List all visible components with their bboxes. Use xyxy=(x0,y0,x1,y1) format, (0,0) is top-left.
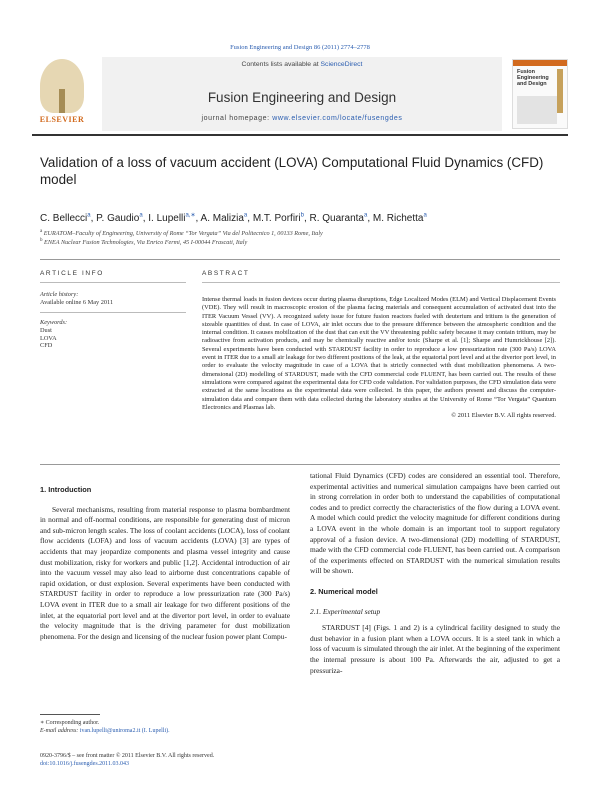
keywords: Keywords: Dust LOVA CFD xyxy=(40,319,68,350)
divider xyxy=(40,464,560,465)
affiliation: $^a$ EURATOM–Faculty of Engineering, University of Rome “Tor Vergata” Via del Politecnico 1, 00133 Rome, Italy xyxy=(40,229,323,238)
author: P. Gaudio$^a$, xyxy=(96,213,149,225)
author: R. Quaranta$^a$, xyxy=(309,213,373,225)
author: M.T. Porfiri$^b$, xyxy=(252,213,310,225)
keyword: Dust xyxy=(40,326,52,334)
elsevier-logo xyxy=(32,59,92,127)
paragraph: STARDUST [4] (Figs. 1 and 2) is a cylindrical facility designed to study the dust behavior in a fusion plant when a LOVA occurs. It is a steel tank in which a loss of vacuum is simulated through the air inlet. At the beginning of the experiment the internal pressure is about 100 Pa. Afterwards the air, adjusted to get a pressuriza- xyxy=(310,623,560,675)
journal-header xyxy=(32,57,568,134)
journal-title: Fusion Engineering and Design xyxy=(207,90,397,105)
publication-info: 0920-3796/$ – see front matter © 2011 Elsevier B.V. All rights reserved. doi:10.1016/j.fusengdes.2011.03.043 xyxy=(40,753,215,767)
sciencedirect-link[interactable]: ScienceDirect xyxy=(320,61,363,68)
paragraph: Several mechanisms, resulting from material response to plasma bombardment in normal and off-normal conditions, are responsible for generating dust of micron and sub-micron length scales. The loss of coolant accidents (LOCA), loss of coolant flow accidents (LOFA) and loss of vacuum accidents (LOVA) [3] are types of accidents that may jeopardize components and plasma vessel integrity and cause dust mobilization, risky for workers and public [1,2]. Accidental introduction of air into the vacuum vessel may also lead to airborne dust concentrations capable of rapid oxidation, or dust explosion. Several experiments have been conducted with STARDUST facility in order to reproduce a low pressurization rate (300 Pa/s) LOVA event in ITER due to a small air leakage for two different positions of the inlet, at the equatorial port level and at the divertor port level, in order to evaluate the velocity magnitude that is the driving parameter for dust mobilization phenomena. For the design and licensing of the nuclear fusion power plant Compu- xyxy=(40,504,290,641)
footnote: ∗ Corresponding author. E-mail address: ivan.lupelli@uniroma2.it (I. Lupelli). xyxy=(40,720,170,734)
section-heading-numerical-model: 2. Numerical model xyxy=(310,586,378,596)
author: I. Lupelli$^{a,∗}$, xyxy=(148,213,201,225)
elsevier-tree-icon xyxy=(40,59,84,113)
paragraph: tational Fluid Dynamics (CFD) codes are considered an essential tool. Therefore, experimental activities and numerical simulation campaigns have been carried out in strong correlation in order both to understand the capabilities of computational codes and to predict correctly the characteristics of the flow during a LOVA event. A model which could predict the velocity magnitude for different conditions during a LOVA event in the whole domain is an important tool to support regulatory approval of a fusion device. A two-dimensional (2D) modelling of STARDUST, made with the CFD commercial code FLUENT, has been carried out. A comparison of the experiments effected on STARDUST with the numerical simulation results will be shown. xyxy=(310,471,560,576)
body-column-left xyxy=(40,485,290,642)
homepage-link[interactable]: www.elsevier.com/locate/fusengdes xyxy=(272,115,403,122)
publisher-name: ELSEVIER xyxy=(39,115,85,124)
journal-cover-thumbnail xyxy=(512,59,568,129)
author: M. Richetta$^a$ xyxy=(372,213,427,225)
journal-citation[interactable]: Fusion Engineering and Design 86 (2011) 2774–2778 xyxy=(230,44,370,51)
body-column-right xyxy=(310,471,560,676)
divider xyxy=(40,259,560,260)
doi-link[interactable]: doi:10.1016/j.fusengdes.2011.03.043 xyxy=(40,760,129,767)
keyword: LOVA xyxy=(40,334,57,342)
article-title: Validation of a loss of vacuum accident (LOVA) Computational Fluid Dynamics (CFD) model xyxy=(40,155,544,187)
subsection-heading-setup: 2.1. Experimental setup xyxy=(310,606,381,616)
affiliation: $^b$ ENEA Nuclear Fusion Technologies, Via Enrico Fermi, 45 I-00044 Frascati, Italy xyxy=(40,238,248,247)
article-info-heading: ARTICLE INFO xyxy=(40,270,104,277)
contents-line: Contents lists available at ScienceDirect xyxy=(241,61,363,68)
author-list xyxy=(40,212,560,224)
section-heading-introduction: 1. Introduction xyxy=(40,485,92,494)
journal-homepage: journal homepage: www.elsevier.com/locate/fusengdes xyxy=(201,115,403,122)
copyright: © 2011 Elsevier B.V. All rights reserved. xyxy=(451,412,556,420)
author: C. Bellecci$^a$, xyxy=(40,213,97,225)
author: A. Malizia$^a$, xyxy=(200,213,253,225)
abstract-heading: ABSTRACT xyxy=(202,270,250,277)
article-history: Article history: Available online 6 May 2011 xyxy=(40,291,114,306)
abstract-body: Intense thermal loads in fusion devices occur during plasma disruptions, Edge Localized Modes (ELM) and Vertical Displacement Events (VDE). They will result in macroscopic erosion of the plasma facing materials and consequent accumulation of activated dust into the ITER Vacuum Vessel (VV). A recognized safety issue for future fusion reactors fueled with deuterium and tritium is the generation of sizeable quantities of dust. In case of LOVA, air inlet occurs due to the pressure difference between the atmospheric condition and the internal condition. It causes mobilization of the dust that can exit the VV threatening public safety because it may contain tritium, may be radioactive from activation products, and may be chemically reactive and/or toxic (Sharpe et al. [1]; Sharpe and Humrickhouse [2]). Several experiments have been conducted with STARDUST facility in order to reproduce a low pressurization rate (300 Pa/s) LOVA event in ITER due to a small air leakage for two different positions of the leak, at the equatorial port level and at the divertor port level, in order to evaluate the velocity magnitude in case of a LOVA that is strictly connected with dust mobilization phenomena. A two-dimensional (2D) modelling of STARDUST, made with the CFD commercial code FLUENT, has been carried out. The results of these simulations were compared against the experimental data for CFD code validation. For validation purposes, the CFD simulation data were extracted at the same locations as the experimental data were collected. In this paper, the authors present and discuss the computer-simulation data and compare them with data collected during the laboratory studies at the University of Rome “Tor Vergata” Quantum Electronics and Plasmas lab. © 2011 Elsevier B.V. All rights reserved. xyxy=(202,296,556,420)
journal-banner xyxy=(102,57,502,131)
cover-title: Fusion Engineering and Design xyxy=(517,69,549,87)
keyword: CFD xyxy=(40,342,53,350)
email-link[interactable]: ivan.lupelli@uniroma2.it (I. Lupelli). xyxy=(79,727,170,734)
